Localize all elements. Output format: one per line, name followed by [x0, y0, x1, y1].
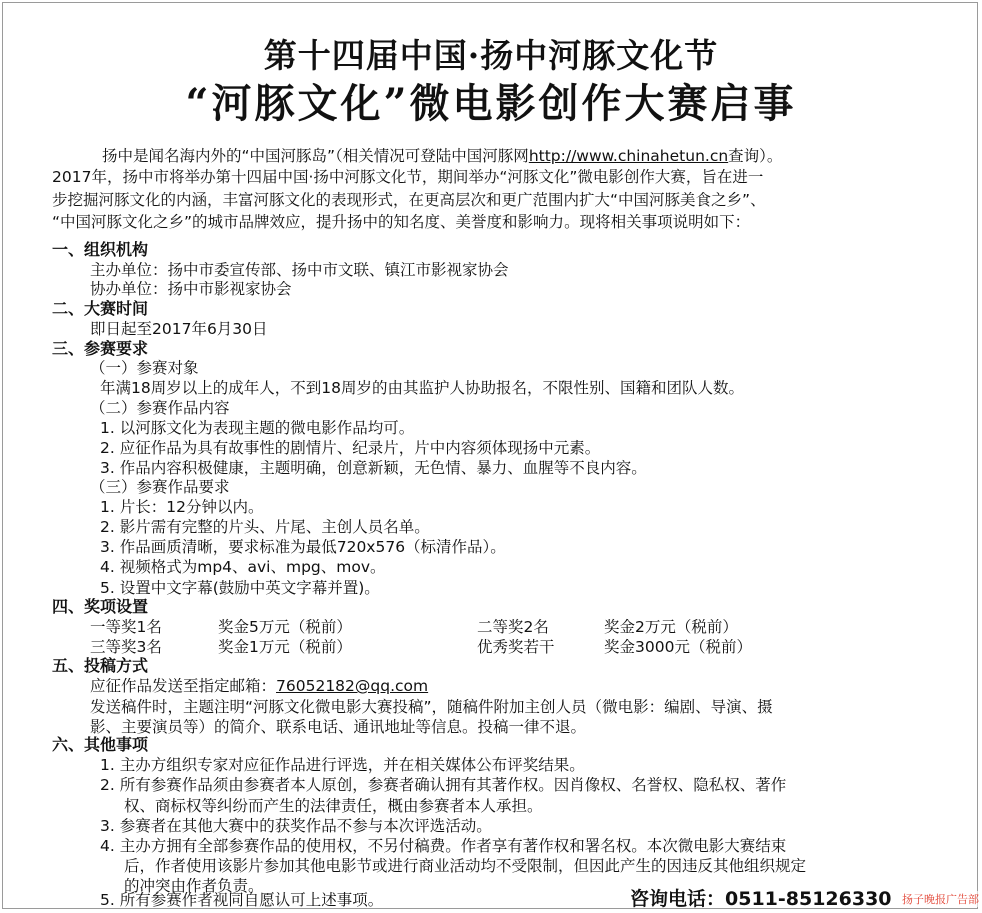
website-link[interactable]: http://www.chinahetun.cn: [528, 147, 729, 165]
subheading-content: （二）参赛作品内容: [90, 399, 230, 417]
requirement-item-3: 3. 作品画质清晰，要求标准为最低720x576（标清作品）。: [100, 538, 506, 556]
award-third-prize: 奖金1万元（税前）: [218, 638, 352, 656]
hotline: 咨询电话：0511-85126330: [630, 888, 892, 910]
other-item-3: 3. 参赛者在其他大赛中的获奖作品不参与本次评选活动。: [100, 817, 492, 835]
requirement-item-1: 1. 片长：12分钟以内。: [100, 498, 264, 516]
co-host-units: 协办单位：扬中市影视家协会: [90, 280, 292, 298]
contest-period: 即日起至2017年6月30日: [90, 320, 268, 338]
other-item-2-cont: 权、商标权等纠纷而产生的法律责任，概由参赛者本人承担。: [124, 797, 543, 815]
award-second-prize: 奖金2万元（税前）: [604, 618, 738, 636]
subheading-work-requirements: （三）参赛作品要求: [90, 478, 230, 496]
other-item-1: 1. 主办方组织专家对应征作品进行评选，并在相关媒体公布评奖结果。: [100, 756, 585, 774]
award-first-name: 一等奖1名: [90, 618, 162, 636]
intro-line-2: 2017年，扬中市将举办第十四届中国·扬中河豚文化节，期间举办“河豚文化”微电影创作大赛，旨在进一: [52, 168, 764, 186]
intro-text-end: 查询）。: [728, 147, 783, 165]
award-second-name: 二等奖2名: [477, 618, 549, 636]
watermark: 扬子晚报广告部: [902, 893, 979, 906]
intro-line-4: “中国河豚文化之乡”的城市品牌效应，提升扬中的知名度、美誉度和影响力。现将相关事项说明如下：: [52, 213, 751, 231]
participants-text: 年满18周岁以上的成年人，不到18周岁的由其监护人协助报名，不限性别、国籍和团队人数。: [100, 379, 744, 397]
other-item-4-cont-1: 后，作者使用该影片参加其他电影节或进行商业活动均不受限制，但因此产生的因违反其他组织规定: [124, 857, 807, 875]
award-first-prize: 奖金5万元（税前）: [218, 618, 352, 636]
notice-title: 第十四届中国·扬中河豚文化节: [263, 36, 719, 75]
section-heading-awards: 四、奖项设置: [52, 597, 149, 616]
other-item-4: 4. 主办方拥有全部参赛作品的使用权，不另付稿费。作者享有著作权和署名权。本次微电影大赛结束: [100, 837, 787, 855]
email-label: 应征作品发送至指定邮箱：: [90, 677, 277, 695]
intro-line-1: [102, 146, 782, 166]
other-item-5: 5. 所有参赛作者视同自愿认可上述事项。: [100, 891, 384, 909]
section-heading-submission: 五、投稿方式: [52, 656, 149, 675]
requirement-item-5: 5. 设置中文字幕(鼓励中英文字幕并置)。: [100, 579, 380, 597]
award-third-name: 三等奖3名: [90, 638, 162, 656]
host-units: 主办单位：扬中市委宣传部、扬中市文联、镇江市影视家协会: [90, 261, 509, 279]
section-heading-time: 二、大赛时间: [52, 299, 149, 318]
content-item-3: 3. 作品内容积极健康，主题明确，创意新颖，无色情、暴力、血腥等不良内容。: [100, 459, 647, 477]
section-heading-requirements: 三、参赛要求: [52, 339, 149, 358]
other-item-2: 2. 所有参赛作品须由参赛者本人原创，参赛者确认拥有其著作权。因肖像权、名誉权、隐私权、著作: [100, 776, 787, 794]
section-heading-organization: 一、组织机构: [52, 240, 149, 259]
submission-email-line: [90, 676, 428, 696]
notice-subtitle: “河豚文化”微电影创作大赛启事: [185, 80, 797, 127]
requirement-item-2: 2. 影片需有完整的片头、片尾、主创人员名单。: [100, 518, 430, 536]
subheading-participants: （一）参赛对象: [90, 359, 199, 377]
intro-line-3: 步挖掘河豚文化的内涵，丰富河豚文化的表现形式，在更高层次和更广范围内扩大“中国河豚美食之乡”、: [52, 191, 766, 209]
submission-text-1: 发送稿件时，主题注明“河豚文化微电影大赛投稿”，随稿件附加主创人员（微电影：编剧、导演、摄: [90, 698, 773, 716]
other-item-4-cont-2: 的冲突由作者负责。: [124, 877, 264, 895]
content-item-1: 1. 以河豚文化为表现主题的微电影作品均可。: [100, 419, 415, 437]
section-heading-other: 六、其他事项: [52, 735, 149, 754]
submission-text-2: 影、主要演员等）的简介、联系电话、通讯地址等信息。投稿一律不退。: [90, 718, 587, 736]
intro-text: 扬中是闻名海内外的“中国河豚岛”（相关情况可登陆中国河豚网: [102, 147, 529, 165]
requirement-item-4: 4. 视频格式为mp4、avi、mpg、mov。: [100, 558, 386, 576]
content-item-2: 2. 应征作品为具有故事性的剧情片、纪录片，片中内容须体现扬中元素。: [100, 439, 601, 457]
award-merit-name: 优秀奖若干: [477, 638, 555, 656]
award-merit-prize: 奖金3000元（税前）: [604, 638, 752, 656]
submission-email[interactable]: 76052182@qq.com: [276, 677, 429, 695]
